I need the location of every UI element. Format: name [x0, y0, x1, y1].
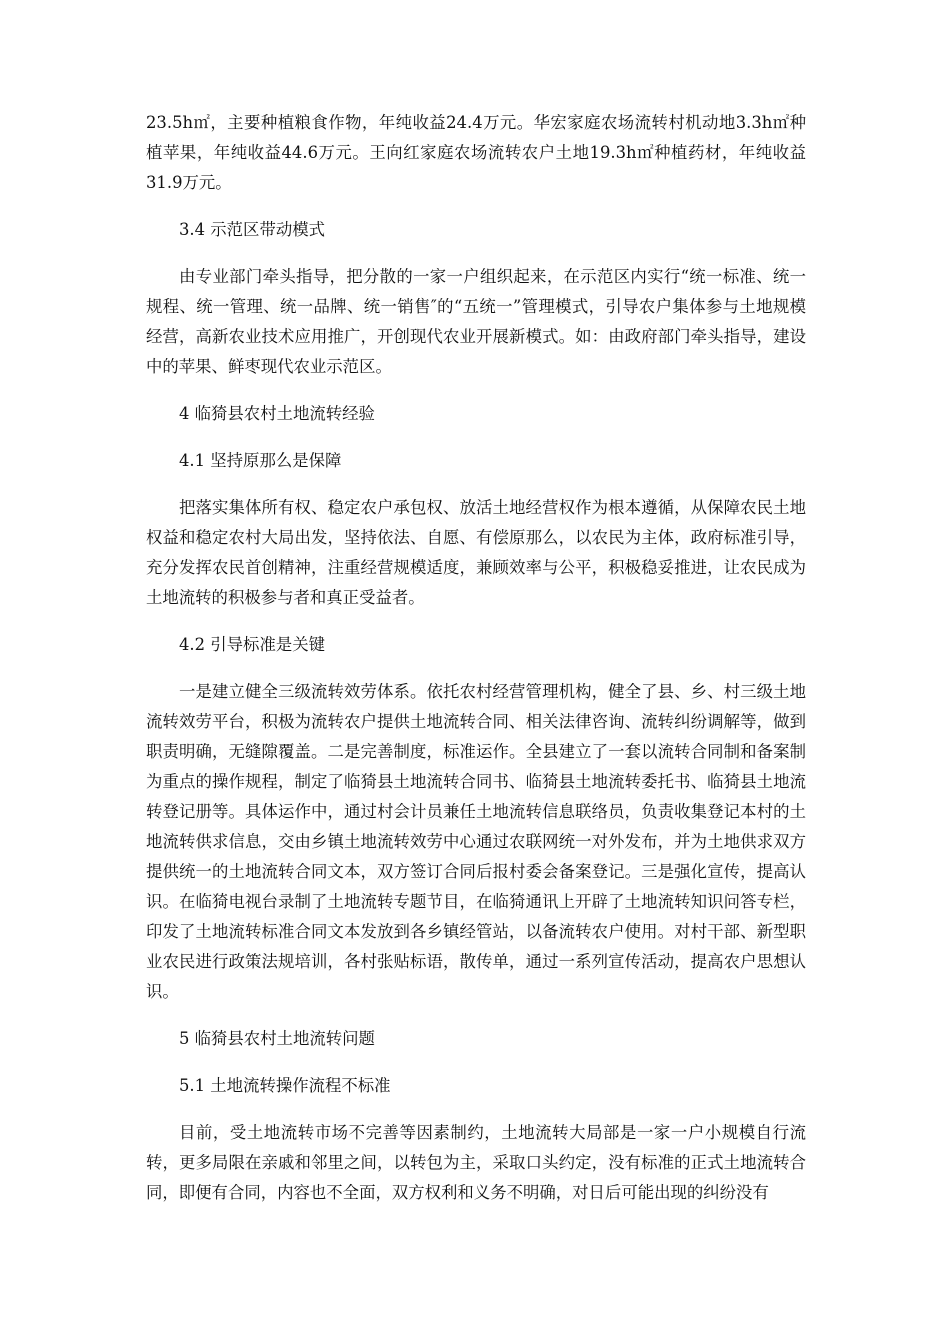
heading-4-2: 4.2 引导标准是关键 [179, 635, 326, 654]
heading-4-1: 4.1 坚持原那么是保障 [179, 451, 342, 470]
heading-5-1: 5.1 土地流转操作流程不标准 [179, 1076, 391, 1095]
paragraph-demo-zone: 由专业部门牵头指导，把分散的一家一户组织起来，在示范区内实行“统一标准、统一规程、统一管理、统一品牌、统一销售″的“五统一”管理模式，引导农户集体参与土地规模经营，高新农业技术应用推广，开创现代农业开展新模式。如：由政府部门牵头指导，建设中的苹果、鲜枣现代农业示范区。 [146, 267, 806, 376]
paragraph-process-issues: 目前，受土地流转市场不完善等因素制约，土地流转大局部是一家一户小规模自行流转，更多局限在亲戚和邻里之间，以转包为主，采取口头约定，没有标准的正式土地流转合同，即便有合同，内容也不全面，双方权利和义务不明确，对日后可能出现的纠纷没有 [146, 1123, 806, 1202]
heading-4: 4 临猗县农村土地流转经验 [179, 404, 375, 423]
paragraph-guidance: 一是建立健全三级流转效劳体系。依托农村经营管理机构，健全了县、乡、村三级土地流转效劳平台，积极为流转农户提供土地流转合同、相关法律咨询、流转纠纷调解等，做到职责明确，无缝隙覆盖。二是完善制度，标准运作。全县建立了一套以流转合同制和备案制为重点的操作规程，制定了临猗县土地流转合同书、临猗县土地流转委托书、临猗县土地流转登记册等。具体运作中，通过村会计员兼任土地流转信息联络员，负责收集登记本村的土地流转供求信息，交由乡镇土地流转效劳中心通过农联网统一对外发布，并为土地供求双方提供统一的土地流转合同文本，双方签订合同后报村委会备案登记。三是强化宣传，提高认识。在临猗电视台录制了土地流转专题节目，在临猗通讯上开辟了土地流转知识问答专栏，印发了土地流转标准合同文本发放到各乡镇经管站，以备流转农户使用。对村干部、新型职业农民进行政策法规培训，各村张贴标语，散传单，通过一系列宣传活动，提高农户思想认识。 [146, 682, 806, 1001]
heading-5: 5 临猗县农村土地流转问题 [179, 1029, 375, 1048]
heading-3-4: 3.4 示范区带动模式 [179, 220, 326, 239]
document-page [146, 108, 806, 1208]
paragraph-principles: 把落实集体所有权、稳定农户承包权、放活土地经营权作为根本遵循，从保障农民土地权益和稳定农村大局出发，坚持依法、自愿、有偿原那么，以农民为主体，政府标准引导，充分发挥农民首创精神，注重经营规模适度，兼顾效率与公平，积极稳妥推进，让农民成为土地流转的积极参与者和真正受益者。 [146, 498, 806, 607]
paragraph-farm-income: 23.5h㎡，主要种植粮食作物，年纯收益24.4万元。华宏家庭农场流转村机动地3.3h㎡种植苹果，年纯收益44.6万元。王向红家庭农场流转农户土地19.3h㎡种植药材，年纯收益31.9万元。 [146, 113, 806, 192]
